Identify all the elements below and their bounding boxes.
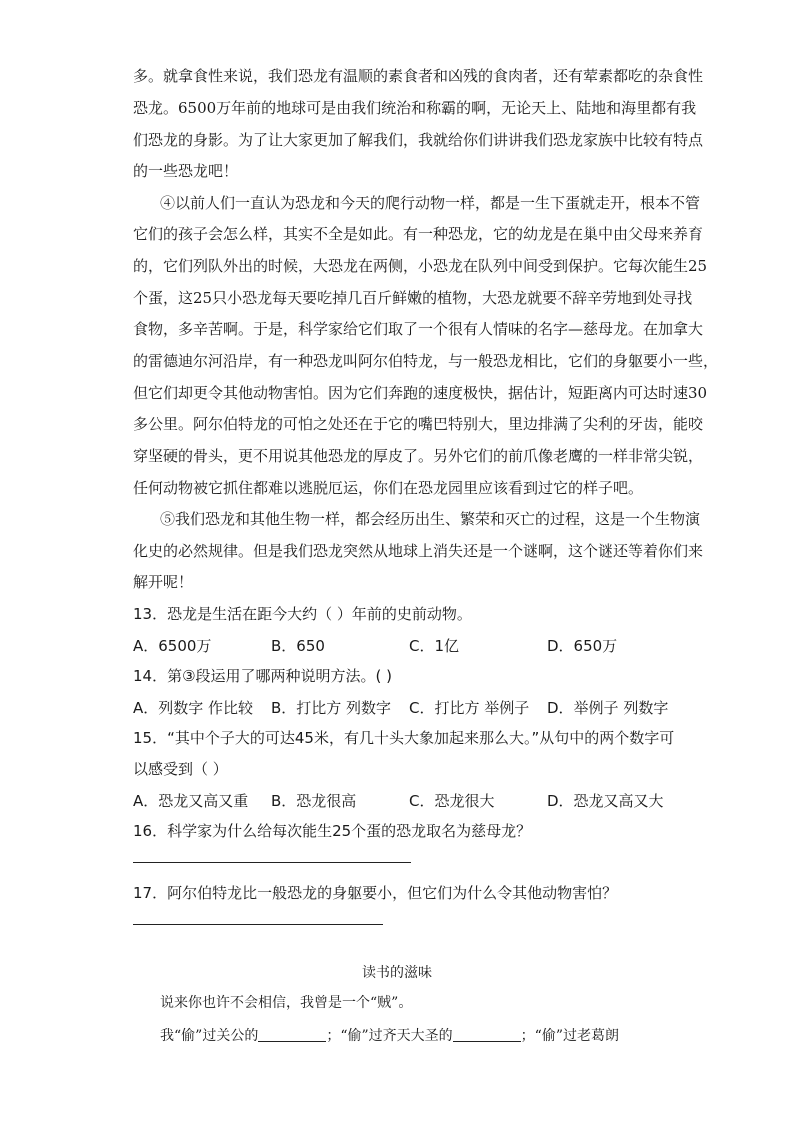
q13-option-c[interactable]: C．1亿 — [409, 637, 460, 655]
q17-answer-line[interactable] — [133, 924, 383, 925]
passage-line: 个蛋，这25只小恐龙每天要吃掉几百斤鲜嫩的植物，大恐龙就要不辞辛劳地到处寻找 — [133, 289, 693, 307]
paragraph-4-start: ④以前人们一直认为恐龙和今天的爬行动物一样，都是一生下蛋就走开，根本不管 — [160, 194, 701, 212]
passage-line: 多公里。阿尔伯特龙的可怕之处还在于它的嘴巴特别大，里边排满了尖利的牙齿，能咬 — [133, 415, 704, 433]
passage-line: 化史的必然规律。但是我们恐龙突然从地球上消失还是一个谜啊，这个谜还等着你们来 — [133, 542, 704, 560]
passage-line: 的，它们列队外出的时候，大恐龙在两侧，小恐龙在队列中间受到保护。它每次能生25 — [133, 257, 708, 275]
passage-text: 我“偷”过关公的 — [160, 1028, 259, 1044]
q15-option-a[interactable]: A．恐龙又高又重 — [133, 792, 249, 810]
blank-1[interactable] — [258, 1027, 326, 1042]
passage-line: 它们的孩子会怎么样，其实不全是如此。有一种恐龙，它的幼龙是在巢中由父母来养育 — [133, 225, 704, 243]
passage-line: 任何动物被它抓住都难以逃脱厄运，你们在恐龙园里应该看到过它的样子吧。 — [133, 479, 644, 497]
question-16-stem: 16．科学家为什么给每次能生25个蛋的恐龙取名为慈母龙？ — [133, 822, 532, 840]
passage-line: 的雷德迪尔河沿岸，有一种恐龙叫阿尔伯特龙，与一般恐龙相比，它们的身躯要小一些， — [133, 352, 719, 370]
q14-option-b[interactable]: B．打比方 列数字 — [271, 699, 392, 717]
question-17-stem: 17．阿尔伯特龙比一般恐龙的身躯要小，但它们为什么令其他动物害怕？ — [133, 884, 618, 902]
passage-line: 们恐龙的身影。为了让大家更加了解我们，我就给你们讲讲我们恐龙家族中比较有特点 — [133, 131, 704, 149]
question-14-stem: 14．第③段运用了哪两种说明方法。( ) — [133, 667, 393, 685]
q15-option-c[interactable]: C．恐龙很大 — [409, 792, 495, 810]
passage-line: 但它们却更令其他动物害怕。因为它们奔跑的速度极快，据估计，短距离内可达时速30 — [133, 384, 708, 402]
passage-text: ；“偷”过齐天大圣的 — [326, 1028, 453, 1044]
question-15-stem-continued: 以感受到（ ） — [133, 760, 228, 778]
passage-line: 说来你也许不会相信，我曾是一个“贼”。 — [160, 995, 413, 1011]
passage-line: 的一些恐龙吧！ — [133, 162, 239, 180]
passage-line: 食物，多辛苦啊。于是，科学家给它们取了一个很有人情味的名字—慈母龙。在加拿大 — [133, 320, 704, 338]
passage-line: 多。就拿食性来说，我们恐龙有温顺的素食者和凶残的食肉者，还有荤素都吃的杂食性 — [133, 67, 704, 85]
q15-option-d[interactable]: D．恐龙又高又大 — [547, 792, 664, 810]
question-13-stem: 13．恐龙是生活在距今大约（ ）年前的史前动物。 — [133, 605, 472, 623]
q14-option-a[interactable]: A．列数字 作比较 — [133, 699, 254, 717]
q13-option-d[interactable]: D．650万 — [547, 637, 618, 655]
q14-option-c[interactable]: C．打比方 举例子 — [409, 699, 530, 717]
blank-2[interactable] — [453, 1027, 521, 1042]
passage-line: 穿坚硬的骨头，更不用说其他恐龙的厚皮了。另外它们的前爪像老鹰的一样非常尖锐， — [133, 447, 704, 465]
passage-line: 解开呢！ — [133, 573, 194, 591]
fill-in-line — [160, 1026, 619, 1046]
q16-answer-line[interactable] — [133, 862, 411, 863]
q14-option-d[interactable]: D．举例子 列数字 — [547, 699, 669, 717]
passage-text: ；“偷”过老葛朗 — [520, 1028, 619, 1044]
passage-line: 恐龙。6500万年前的地球可是由我们统治和称霸的啊，无论天上、陆地和海里都有我 — [133, 99, 697, 117]
q13-option-b[interactable]: B．650 — [271, 637, 325, 655]
q13-option-a[interactable]: A．6500万 — [133, 637, 212, 655]
paragraph-5-start: ⑤我们恐龙和其他生物一样，都会经历出生、繁荣和灭亡的过程，这是一个生物演 — [160, 510, 701, 528]
passage-title: 读书的滋味 — [362, 965, 432, 981]
q15-option-b[interactable]: B．恐龙很高 — [271, 792, 357, 810]
question-15-stem: 15．“其中个子大的可达45米，有几十头大象加起来那么大。”从句中的两个数字可 — [133, 729, 675, 747]
